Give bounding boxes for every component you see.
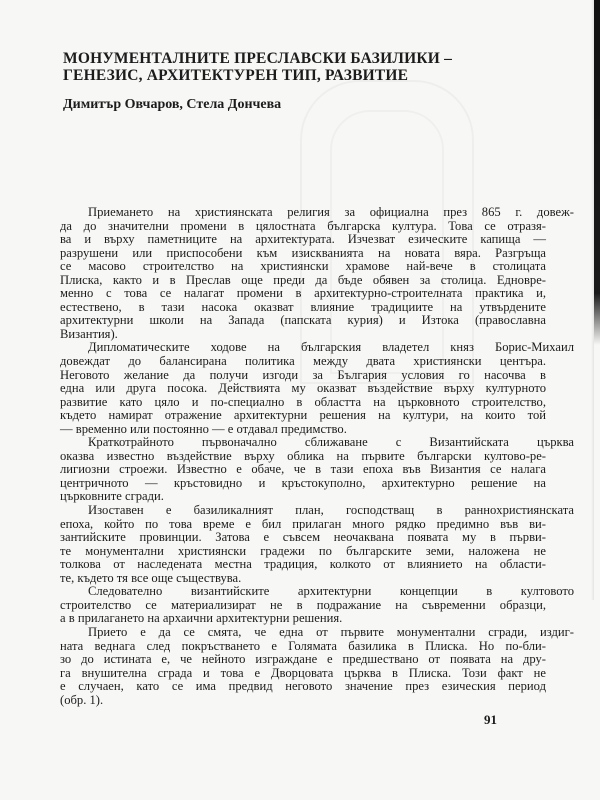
text-line: оказва известно въздействие върху облика на първите български култово-ре- bbox=[60, 448, 546, 463]
text-line: а в прилагането на архаични архитектурни решения. bbox=[60, 611, 343, 626]
paragraph bbox=[60, 503, 574, 585]
text-line: Плиска, както и в Преслав още преди да бъде обявен за столица. Едновре- bbox=[60, 272, 546, 287]
text-line: довеждат до балансирана политика между двата християнски центъра. bbox=[60, 354, 546, 369]
text-line: Неговото желание да получи изгоди за България условия го насочва в bbox=[60, 367, 546, 382]
page-edge-binding bbox=[594, 0, 600, 345]
article-authors: Димитър Овчаров, Стела Дончева bbox=[63, 97, 282, 112]
text-line: Краткотрайното първоначално сближаване с Византийската църква bbox=[88, 435, 574, 450]
text-line: разрушени или приспособени към изискванията на новата вяра. Разгръща bbox=[60, 245, 546, 260]
text-line: една или друга посока. Действията му оказват въздействие върху културното bbox=[60, 381, 546, 396]
paragraph bbox=[60, 584, 574, 626]
text-line: га внушителна сграда и това е Дворцовата църква в Плиска. Този факт не bbox=[60, 665, 546, 680]
text-line: се масово строителство на християнски храмове най-вече в столицата bbox=[60, 259, 546, 274]
text-line: те, където тя все още съществува. bbox=[60, 570, 242, 585]
text-line: (обр. 1). bbox=[60, 692, 104, 707]
text-line: архитектурни школи на Запада (папската курия) и Изтока (православна bbox=[60, 313, 546, 328]
title-line: ГЕНЕЗИС, АРХИТЕКТУРЕН ТИП, РАЗВИТИЕ bbox=[63, 67, 409, 84]
text-line: зантийските провинции. Затова е съвсем неочаквана появата му в първи- bbox=[60, 530, 546, 545]
title-line: МОНУМЕНТАЛНИТЕ ПРЕСЛАВСКИ БАЗИЛИКИ – bbox=[63, 50, 453, 67]
text-line: епоха, който по това време е бил прилаган много рядко предимно във ви- bbox=[60, 516, 546, 531]
text-line: където намират отражение архитектурни решения на култури, на които той bbox=[60, 408, 546, 423]
paragraph bbox=[60, 340, 574, 436]
text-line: да до значителни промени в цялостната българска култура. Това се отразя- bbox=[60, 218, 546, 233]
text-line: ната веднага след покръстването е Голямата базилика в Плиска. Но по-бли- bbox=[60, 638, 546, 653]
text-line: Изоставен е базиликалният план, господстващ в ранноxристиянската bbox=[88, 503, 574, 518]
text-line: те монументални християнски градежи по българските земи, наложена не bbox=[60, 543, 546, 558]
text-line: Приемането на християнската религия за официална през 865 г. довеж- bbox=[88, 205, 574, 219]
text-line: Следователно византийските архитектурни концепции в култовото bbox=[88, 584, 574, 599]
text-line: толкова от наследената местна традиция, колкото от влиянието на области- bbox=[60, 557, 546, 572]
paragraph bbox=[60, 205, 574, 341]
text-line: Дипломатическите ходове на българския владетел княз Борис-Михаил bbox=[88, 340, 574, 355]
text-line: менно с това се налагат промени в архитектурно-строителната практика и, bbox=[60, 286, 546, 301]
article-body bbox=[60, 205, 574, 707]
text-line: естествено, в тази насока оказват влияние традициите на утвърдените bbox=[60, 299, 546, 314]
paragraph bbox=[60, 435, 574, 504]
paragraph bbox=[60, 624, 574, 707]
text-line: развитие като цяло и по-специално в областта на църковното строителство, bbox=[60, 394, 546, 409]
text-line: строителство се материализират не в подражание на съвременни образци, bbox=[60, 597, 546, 612]
text-line: е случаен, като се има предвид неговото значение през езическия период bbox=[60, 679, 546, 694]
text-line: центричното — кръстовидно и кръстокуполно, архитектурно решение на bbox=[60, 475, 546, 490]
text-line: Византия). bbox=[60, 326, 118, 341]
text-line: — временно или постоянно — е отдавал предимство. bbox=[60, 421, 347, 436]
text-line: зо до истината е, че нейното изграждане е предшествано от появата на дру- bbox=[60, 652, 546, 667]
text-line: ва и върху паметниците на архитектурата. Изчезват езическите капища — bbox=[60, 232, 546, 247]
text-line: лигиозни строежи. Известно е обаче, че в тази епоха във Византия се налага bbox=[60, 462, 546, 477]
text-line: Прието е да се смята, че една от първите монументални сгради, издиг- bbox=[88, 624, 574, 639]
page-number: 91 bbox=[484, 712, 497, 727]
text-line: църковните сгради. bbox=[60, 489, 164, 504]
article-title bbox=[63, 50, 533, 84]
